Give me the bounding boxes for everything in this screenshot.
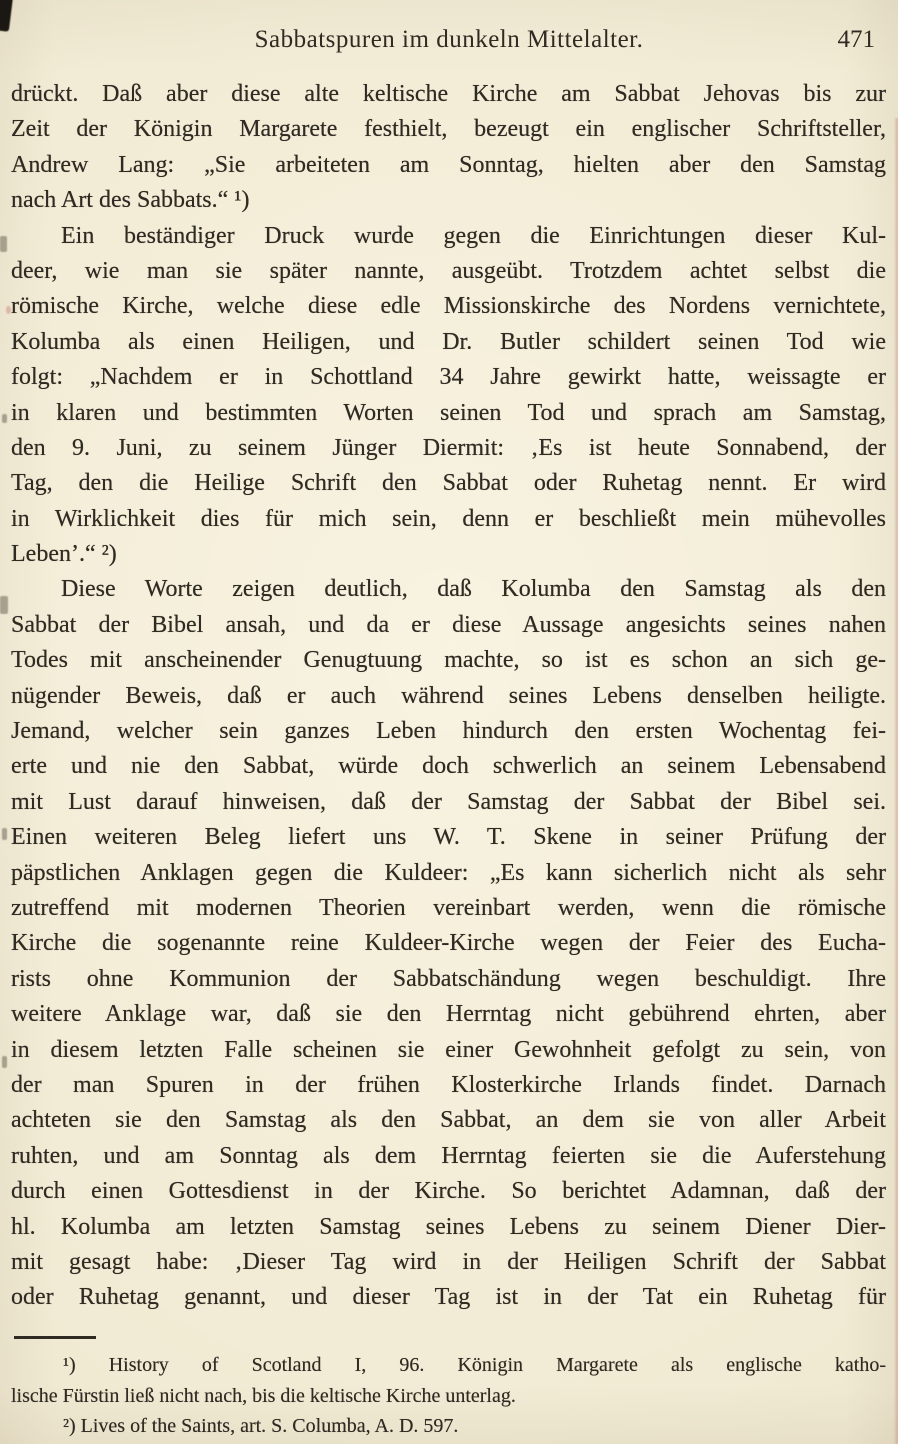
body-text (11, 77, 886, 1316)
text-line: römische Kirche, welche diese edle Missionskirche des Nordens vernichtete, (11, 293, 886, 320)
text-line: Leben’.“ ²) (11, 541, 117, 568)
text-line: deer, wie man sie später nannte, ausgeübt. Trotzdem achtet selbst die (11, 257, 886, 284)
scan-edge-speck (2, 414, 7, 423)
paragraph (11, 219, 886, 573)
scan-edge-speck (0, 596, 8, 614)
text-line: in klaren und bestimmten Worten seinen Tod und sprach am Samstag, (11, 399, 886, 426)
text-line: folgt: „Nachdem er in Schottland 34 Jahre gewirkt hatte, weissagte er (11, 364, 886, 391)
text-line: erte und nie den Sabbat, würde doch schwerlich an seinem Lebensabend (11, 753, 886, 780)
text-line: nach Art des Sabbats.“ ¹) (11, 187, 250, 214)
text-line: Sabbat der Bibel ansah, und da er diese Aussage angesichts seines nahen (11, 611, 886, 638)
text-line: nügender Beweis, daß er auch während seines Lebens denselben heiligte. (11, 682, 886, 709)
text-line: rists ohne Kommunion der Sabbatschändung wegen beschuldigt. Ihre (11, 965, 886, 992)
footnote-line: ¹) History of Scotland I, 96. Königin Margarete als englische katho- (63, 1354, 886, 1376)
page-header (0, 26, 898, 60)
text-line: hl. Kolumba am letzten Samstag seines Lebens zu seinem Diener Dier- (11, 1213, 886, 1240)
scan-edge-speck (2, 828, 7, 840)
text-line: in Wirklichkeit dies für mich sein, denn er beschließt mein mühevolles (11, 505, 886, 532)
text-line: achteten sie den Samstag als den Sabbat, an dem sie von aller Arbeit (11, 1107, 886, 1134)
text-line: ruhten, und am Sonntag als dem Herrntag feierten sie die Auferstehung (11, 1142, 886, 1169)
text-line: drückt. Daß aber diese alte keltische Kirche am Sabbat Jehovas bis zur (11, 81, 886, 107)
text-line: Ein beständiger Druck wurde gegen die Einrichtungen dieser Kul- (61, 222, 886, 249)
footnotes (11, 1350, 886, 1442)
text-line: Diese Worte zeigen deutlich, daß Kolumba den Samstag als den (61, 576, 886, 603)
text-line: der man Spuren in der frühen Klosterkirche Irlands findet. Darnach (11, 1071, 886, 1098)
text-line: Kirche die sogenannte reine Kuldeer-Kirche wegen der Feier des Eucha- (11, 930, 886, 957)
footnote-line: ²) Lives of the Saints, art. S. Columba, A. D. 597. (63, 1415, 459, 1437)
text-line: mit gesagt habe: ‚Dieser Tag wird in der Heiligen Schrift der Sabbat (11, 1248, 886, 1275)
text-line: zutreffend mit modernen Theorien vereinbart werden, wenn die römische (11, 894, 886, 921)
footnote-line: lische Fürstin ließ nicht nach, bis die keltische Kirche unterlag. (11, 1384, 516, 1407)
running-title: Sabbatspuren im dunkeln Mittelalter. (254, 26, 644, 53)
footnote-separator (14, 1336, 96, 1339)
text-line: in diesem letzten Falle scheinen sie einer Gewohnheit gefolgt zu sein, von (11, 1036, 886, 1063)
scan-edge-speck (0, 236, 7, 252)
text-line: mit Lust darauf hinweisen, daß der Samstag der Sabbat der Bibel sei. (11, 788, 886, 815)
text-line: Jemand, welcher sein ganzes Leben hindurch den ersten Wochentag fei- (11, 718, 886, 745)
text-line: Andrew Lang: „Sie arbeiteten am Sonntag, hielten aber den Samstag (11, 151, 886, 178)
text-line: oder Ruhetag genannt, und dieser Tag ist in der Tat ein Ruhetag für (11, 1284, 886, 1311)
text-line: weitere Anklage war, daß sie den Herrntag nicht gebührend ehrten, aber (11, 1001, 886, 1028)
paragraph (11, 572, 886, 1315)
text-line: Kolumba als einen Heiligen, und Dr. Butler schildert seinen Tod wie (11, 328, 886, 355)
text-line: durch einen Gottesdienst in der Kirche. So berichtet Adamnan, daß der (11, 1178, 886, 1205)
text-line: Todes mit anscheinender Genugtuung machte, so ist es schon an sich ge- (11, 647, 886, 674)
text-line: Zeit der Königin Margarete festhielt, bezeugt ein englischer Schriftsteller, (11, 116, 886, 143)
scan-edge-speck (2, 1056, 7, 1068)
text-line: päpstlichen Anklagen gegen die Kuldeer: „Es kann sicherlich nicht als sehr (11, 859, 886, 886)
page-number: 471 (837, 26, 875, 53)
text-line: den 9. Juni, zu seinem Jünger Diermit: ‚Es ist heute Sonnabend, der (11, 434, 886, 461)
paragraph (11, 77, 886, 219)
scan-right-edge-tint (894, 118, 898, 1444)
text-line: Tag, den die Heilige Schrift den Sabbat oder Ruhetag nennt. Er wird (11, 470, 886, 497)
text-line: Einen weiteren Beleg liefert uns W. T. Skene in seiner Prüfung der (11, 824, 886, 851)
